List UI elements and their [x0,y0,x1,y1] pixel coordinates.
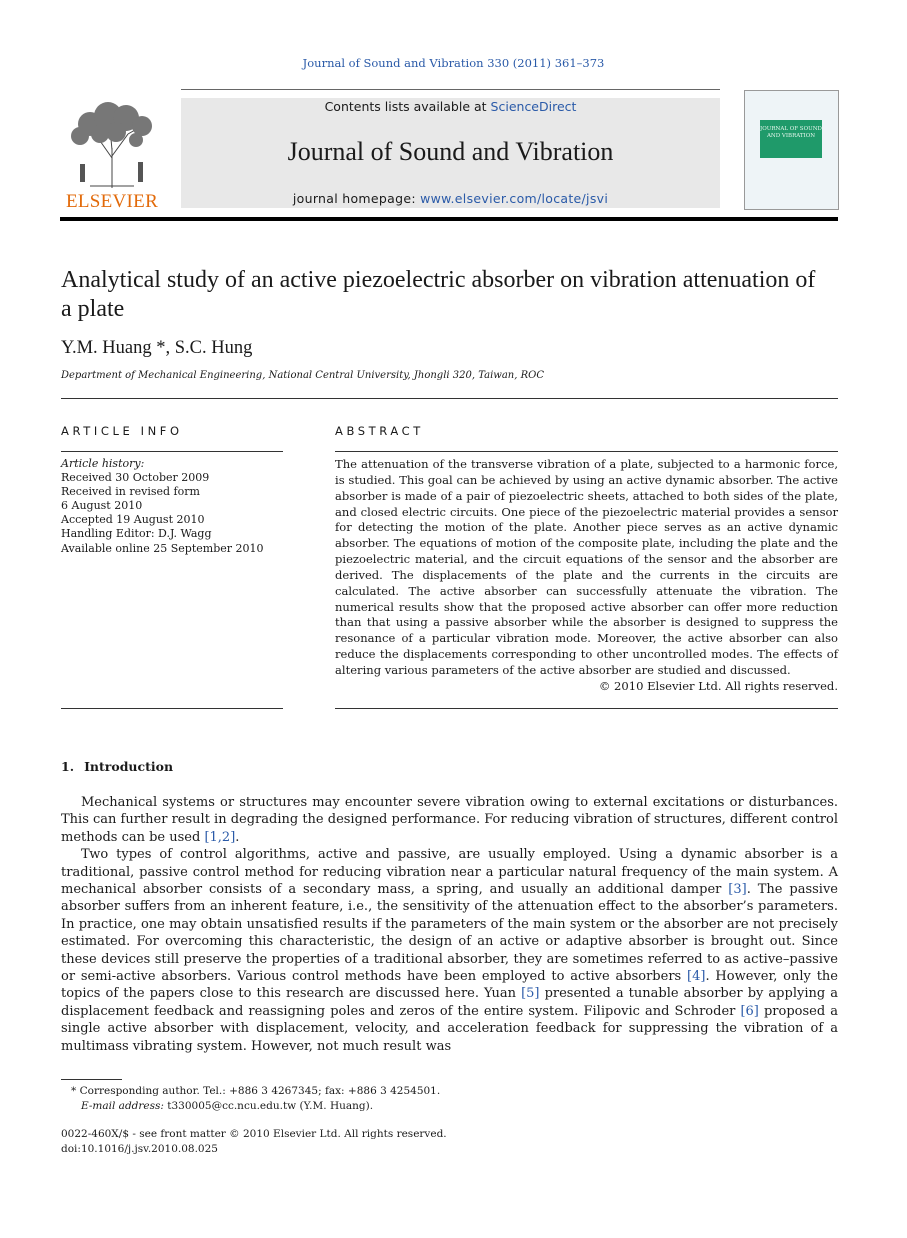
homepage-link[interactable]: www.elsevier.com/locate/jsvi [420,191,609,206]
article-info-bottom-rule [61,708,283,709]
citation-link[interactable]: [1,2] [204,829,236,845]
paragraph [61,794,838,846]
elsevier-wordmark[interactable]: ELSEVIER [65,191,159,212]
text-run: . The passive absorber suffers from an inherent feature, i.e., the sensitivity of the attenuation effect to the absorber’s parameters. In practice, one may obtain unsatisfied results if the parameters of the main system or the absorber are not precisely estimated. For overcoming this characteristic, the design of an active or adaptive absorber is brought out. Since these devices still preserve the properties of a traditional absorber, they are sometimes referred to as active–passive or semi-active absorbers. Various control methods have been employed to active absorbers [61,882,838,985]
abstract-copyright: © 2010 Elsevier Ltd. All rights reserved. [598,679,838,693]
email-label: E-mail address: [81,1100,164,1112]
article-info-rule [61,451,283,452]
text-run: Two types of control algorithms, active and passive, are usually employed. Using a dynamic absorber is a traditional, passive control method for reducing vibration near a particular natural frequency of the main system. A mechanical absorber consists of a secondary mass, a spring, and usually an additional damper [61,847,838,898]
abstract-text: The attenuation of the transverse vibration of a plate, subjected to a harmonic force, is studied. This goal can be achieved by using an active dynamic absorber. The active absorber is made of a pair of piezoelectric sheets, attached to both sides of the plate, and closed electric circuits. One piece of the piezoelectric material provides a sensor for detecting the motion of the plate. Another piece serves as an active dynamic absorber. The equations of motion of the composite plate, including the plate and the piezoelectric material, and the circuit equations of the sensor and the absorber are derived. The displacements of the plate and the currents in the circuits are calculated. The active absorber can successfully attenuate the vibration. The numerical results show that the proposed active absorber can offer more reduction than that using a passive absorber while the absorber is designed to suppress the resonance of a particular vibration mode. Moreover, the active absorber can also reduce the displacements corresponding to other uncontrolled modes. The effects of altering various parameters of the active absorber are studied and discussed. [335,457,838,677]
article-info-heading: ARTICLE INFO [61,424,183,438]
text-run: Mechanical systems or structures may encounter severe vibration owing to external excitations or disturbances. This can further result in degrading the designed performance. For reducing vibration of structures, different control methods can be used [61,795,838,845]
contents-prefix: Contents lists available at [324,99,491,114]
abstract-rule [335,451,838,452]
article-title: Analytical study of an active piezoelectric absorber on vibration attenuation of a plate [61,267,816,322]
footnote-rule [61,1079,122,1080]
text-run: . However, only the topics of the papers close to this research are discussed here. Yuan [61,969,838,1002]
history-line: Received in revised form [61,485,200,499]
header-rule [60,217,838,221]
title-rule [61,398,838,399]
corresponding-author-note: * Corresponding author. Tel.: +886 3 4267345; fax: +886 3 4254501. [71,1085,441,1097]
text-run: presented a tunable absorber by applying a displacement feedback and reassigning poles and zeros of the entire system. Filipovic and Schroder [61,986,838,1019]
article-authors: Y.M. Huang *, S.C. Hung [61,338,253,358]
journal-title: Journal of Sound and Vibration [287,137,614,166]
history-line: Handling Editor: D.J. Wagg [61,527,212,541]
sciencedirect-link[interactable]: ScienceDirect [490,99,577,114]
history-label: Article history: [61,457,145,470]
citation-link[interactable]: [5] [521,986,540,1002]
history-line: Received 30 October 2009 [61,471,210,485]
section-heading-introduction [61,759,173,774]
front-matter [61,1127,447,1156]
history-line: Accepted 19 August 2010 [61,513,205,527]
history-line: Available online 25 September 2010 [61,541,264,555]
citation-link[interactable]: [6] [740,1003,759,1019]
masthead-top-rule [181,89,720,90]
section-number: 1. [61,759,75,774]
email-note [61,1099,440,1114]
abstract-heading: ABSTRACT [335,424,424,438]
history-line: 6 August 2010 [61,499,143,513]
journal-homepage [181,191,720,206]
abstract-bottom-rule [335,708,838,709]
journal-citation[interactable]: Journal of Sound and Vibration 330 (2011) 361–373 [302,56,605,70]
article-history [61,457,264,556]
introduction-body [61,794,838,1055]
contents-line [181,99,720,114]
issn-line: 0022-460X/$ - see front matter © 2010 Elsevier Ltd. All rights reserved. [61,1128,447,1140]
doi-line[interactable]: doi:10.1016/j.jsv.2010.08.025 [61,1142,218,1155]
text-run: . [235,829,240,845]
section-title: Introduction [84,759,174,774]
citation-link[interactable]: [3] [728,882,747,898]
footnote [61,1084,440,1114]
author-affiliation: Department of Mechanical Engineering, National Central University, Jhongli 320, Taiwan, ROC [61,370,544,381]
email-address[interactable]: t330005@cc.ncu.edu.tw (Y.M. Huang). [163,1100,374,1112]
homepage-prefix: journal homepage: [292,191,421,206]
journal-cover-text: JOURNAL OF SOUND AND VIBRATION [760,126,822,139]
text-run: proposed a single active absorber with displacement, velocity, and acceleration feedback for suppressing the vibration of a multimass vibrating system. However, not much result was [61,1003,838,1054]
citation-link[interactable]: [4] [687,969,706,985]
paragraph [61,846,838,1055]
